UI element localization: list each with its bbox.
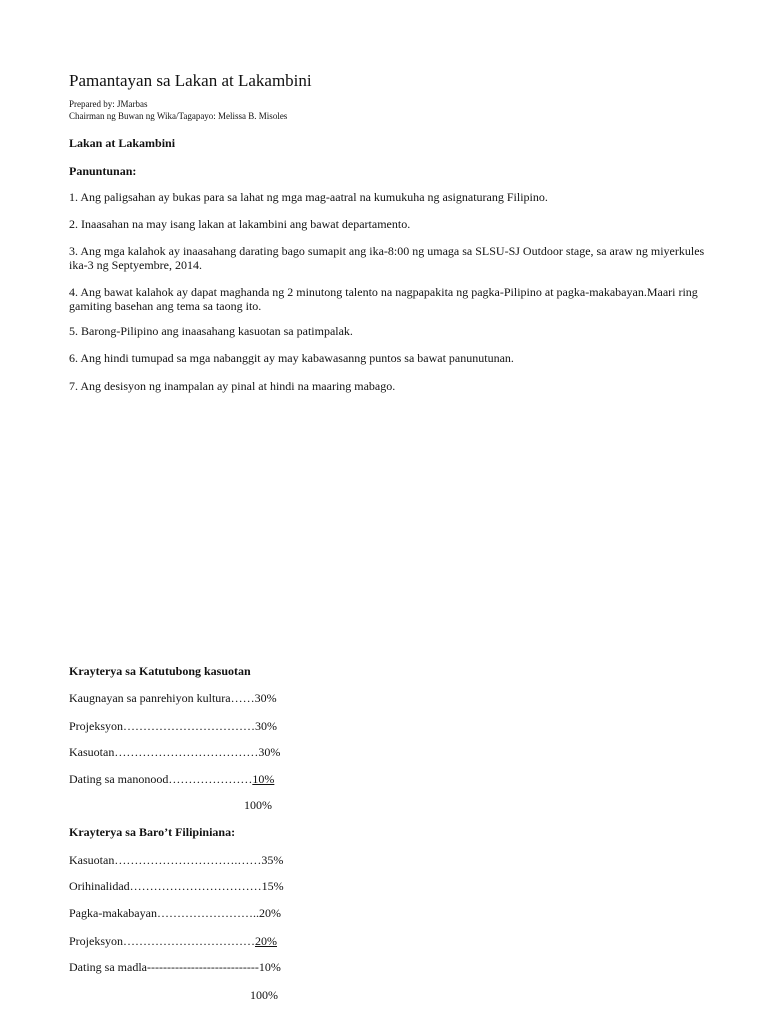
rules-heading: Panuntunan: [69, 164, 137, 178]
rule-item: 5. Barong-Pilipino ang inaasahang kasuotan sa patimpalak. [69, 324, 353, 338]
criteria-label: Kaugnayan sa panrehiyon kultura…… [69, 691, 255, 705]
criteria-value: 20% [258, 906, 281, 920]
criteria-row [69, 906, 281, 920]
rule-item: 3. Ang mga kalahok ay inaasahang darating bago sumapit ang ika-8:00 ng umaga sa SLSU-SJ Outdoor stage, sa araw ng miyerkules ika-3 ng Septyembre, 2014. [69, 244, 705, 272]
criteria-label: Dating sa manonood………………… [69, 772, 253, 786]
criteria-row [69, 879, 284, 893]
criteria-label: Projeksyon…………………………… [69, 934, 255, 948]
criteria-value: 10% [258, 960, 281, 974]
criteria-value: 15% [261, 879, 284, 893]
criteria-label: Pagka-makabayan…………………….. [69, 906, 259, 920]
criteria-total: 100% [244, 798, 272, 812]
prepared-by: Prepared by: JMarbas [69, 99, 148, 109]
criteria-row [69, 745, 280, 759]
criteria-label: Orihinalidad…………………………… [69, 879, 262, 893]
criteria-label: Dating sa madla---------------------------- [69, 960, 259, 974]
document-title: Pamantayan sa Lakan at Lakambini [69, 71, 312, 90]
rule-item: 6. Ang hindi tumupad sa mga nabanggit ay may kabawasanng puntos sa bawat panunutunan. [69, 351, 514, 365]
criteria-row [69, 691, 277, 705]
criteria-label: Kasuotan………………………….…… [69, 853, 262, 867]
criteria-label: Kasuotan……………………………… [69, 745, 259, 759]
rule-item: 4. Ang bawat kalahok ay dapat maghanda ng 2 minutong talento na nagpapakita ng pagka-Pilipino at pagka-makabayan.Maari ring gamiting basehan ang tema sa taong ito. [69, 285, 698, 313]
criteria-value: 30% [255, 719, 277, 733]
section-title: Lakan at Lakambini [69, 136, 176, 150]
criteria-value: 30% [254, 691, 277, 705]
criteria-row [69, 853, 283, 867]
criteria-row [69, 960, 281, 974]
criteria-total: 100% [250, 988, 278, 1002]
criteria-heading: Krayterya sa Katutubong kasuotan [69, 664, 251, 678]
criteria-value: 10% [252, 772, 275, 786]
rule-item: 1. Ang paligsahan ay bukas para sa lahat ng mga mag-aatral na kumukuha ng asignaturang Filipino. [69, 190, 548, 204]
rule-item: 2. Inaasahan na may isang lakan at lakambini ang bawat departamento. [69, 217, 411, 231]
criteria-value: 20% [255, 934, 277, 948]
criteria-label: Projeksyon…………………………… [69, 719, 255, 733]
chairman: Chairman ng Buwan ng Wika/Tagapayo: Melissa B. Misoles [69, 111, 288, 121]
criteria-heading: Krayterya sa Baro’t Filipiniana: [69, 825, 236, 839]
criteria-value: 35% [261, 853, 284, 867]
rule-item: 7. Ang desisyon ng inampalan ay pinal at hindi na maaring mabago. [69, 379, 396, 393]
criteria-row [69, 772, 274, 786]
criteria-value: 30% [258, 745, 281, 759]
criteria-row [69, 719, 277, 733]
criteria-row [69, 934, 277, 948]
